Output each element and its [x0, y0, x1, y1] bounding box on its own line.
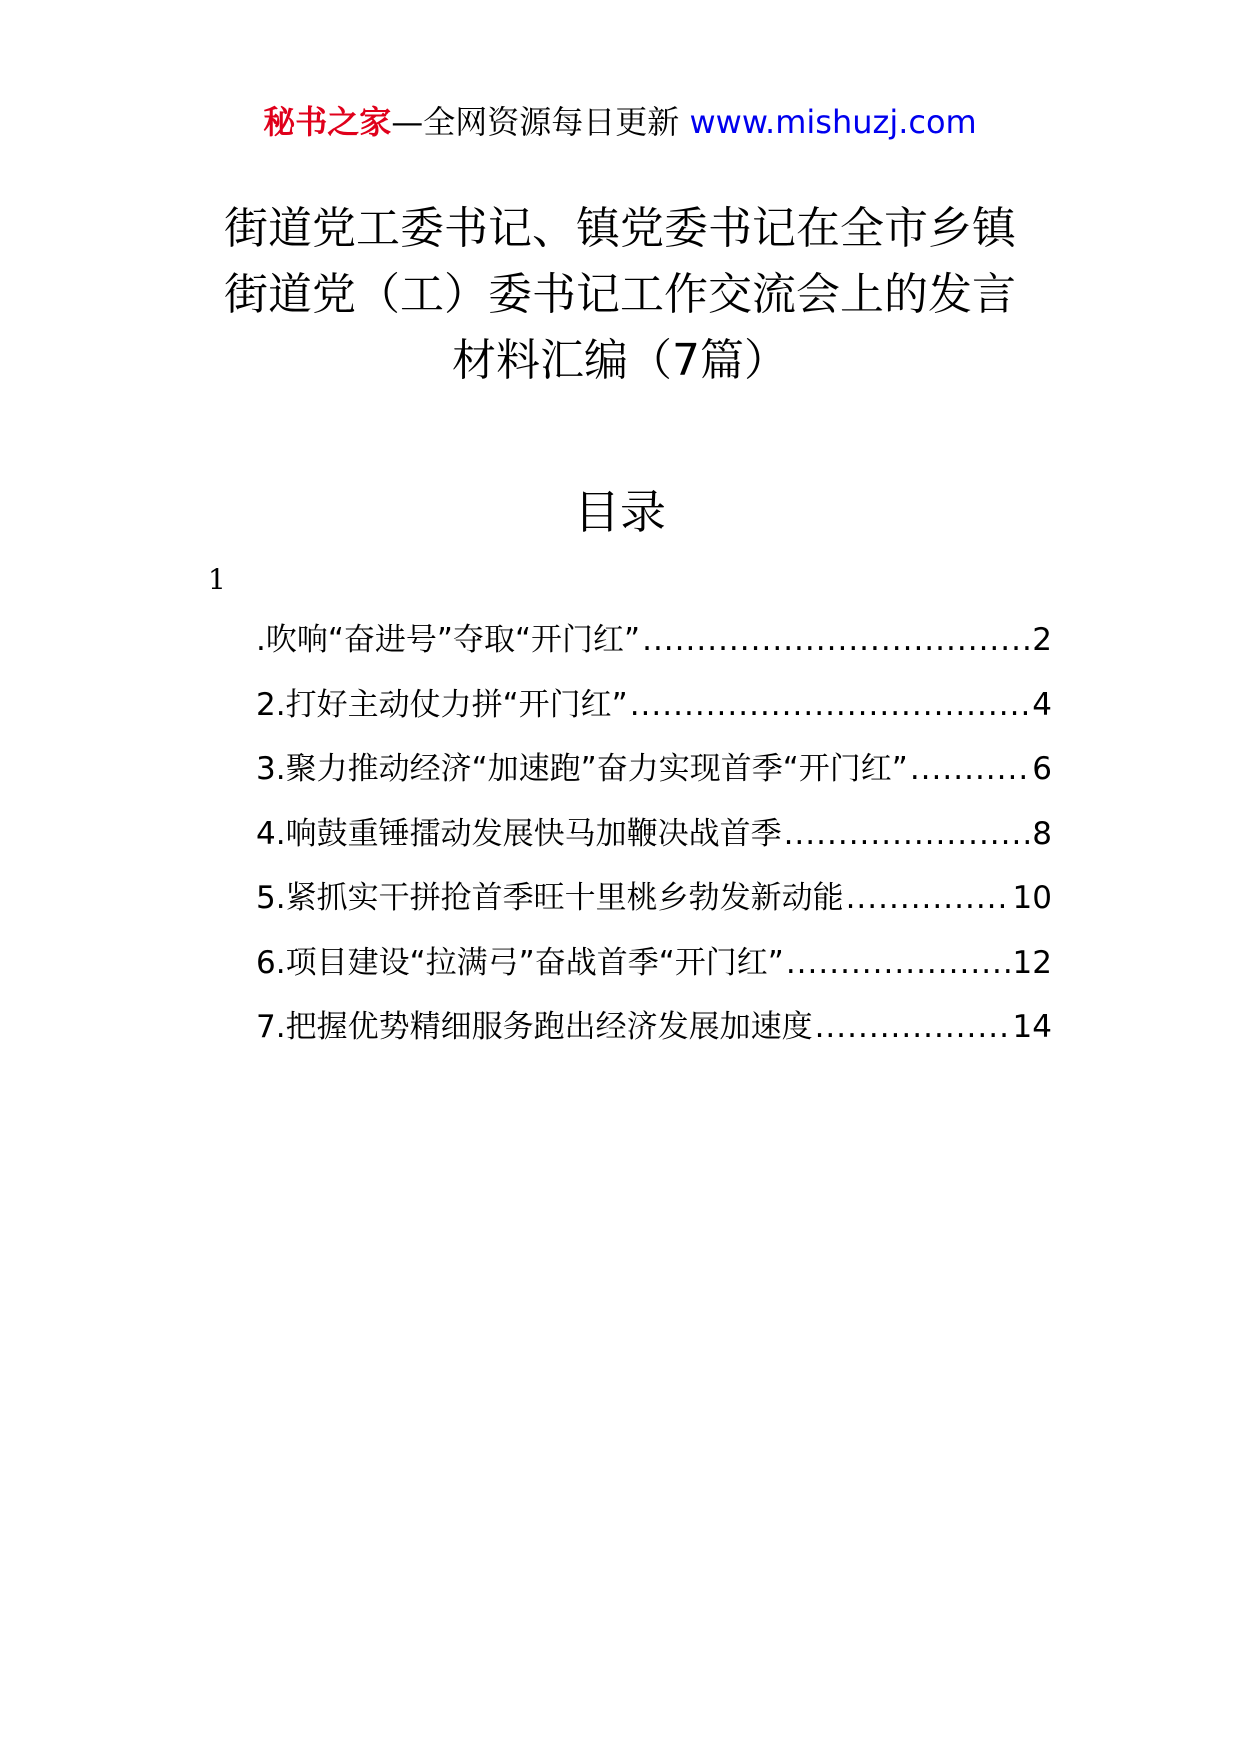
title-line-2: 街道党（工）委书记工作交流会上的发言: [224, 269, 1016, 320]
toc-entry-title: 3.聚力推动经济“加速跑”奋力实现首季“开门红”: [256, 751, 908, 787]
toc-page-number: 4: [1032, 686, 1052, 723]
toc-dot-leader: [784, 812, 1031, 856]
document-title: [190, 196, 1050, 394]
toc-entry-title: .吹响“奋进号”夺取“开门红”: [256, 622, 641, 658]
brand-name: 秘书之家: [263, 103, 392, 141]
title-line-3: 材料汇编（7篇）: [452, 335, 788, 386]
toc-dot-leader: [910, 747, 1030, 791]
table-of-contents: [256, 618, 1052, 1070]
site-url-link[interactable]: www.mishuzj.com: [689, 103, 977, 141]
toc-entry-title: 4.响鼓重锤擂动发展快马加鞭决战首季: [256, 815, 782, 852]
title-line-1: 街道党工委书记、镇党委书记在全市乡镇: [224, 203, 1016, 254]
toc-page-number: 2: [1032, 622, 1052, 658]
toc-page-number: 12: [1012, 944, 1052, 981]
toc-entry-title: 2.打好主动仗力拼“开门红”: [256, 686, 628, 723]
toc-dot-leader: [786, 941, 1011, 985]
toc-entry-title: 5.紧抓实干拼抢首季旺十里桃乡勃发新动能: [256, 880, 844, 916]
toc-page-number: 6: [1032, 751, 1052, 787]
toc-page-number: 14: [1012, 1009, 1052, 1045]
toc-list-marker: 1: [208, 563, 226, 596]
toc-page-number: 8: [1032, 815, 1052, 852]
toc-heading: 目录: [574, 485, 666, 539]
toc-dot-leader: [815, 1005, 1011, 1049]
toc-entry-6[interactable]: [256, 941, 1052, 1006]
toc-entry-2[interactable]: [256, 683, 1052, 748]
site-banner: [0, 100, 1240, 144]
toc-entry-title: 7.把握优势精细服务跑出经济发展加速度: [256, 1009, 813, 1045]
toc-dot-leader: [642, 618, 1030, 662]
banner-slogan: —全网资源每日更新: [391, 103, 690, 141]
toc-entry-5[interactable]: [256, 876, 1052, 941]
toc-dot-leader: [630, 683, 1031, 727]
toc-dot-leader: [846, 876, 1011, 920]
toc-entry-4[interactable]: [256, 812, 1052, 877]
toc-entry-7[interactable]: [256, 1005, 1052, 1070]
toc-page-number: 10: [1012, 880, 1052, 916]
toc-entry-1[interactable]: [256, 618, 1052, 683]
toc-entry-title: 6.项目建设“拉满弓”奋战首季“开门红”: [256, 944, 784, 981]
toc-entry-3[interactable]: [256, 747, 1052, 812]
